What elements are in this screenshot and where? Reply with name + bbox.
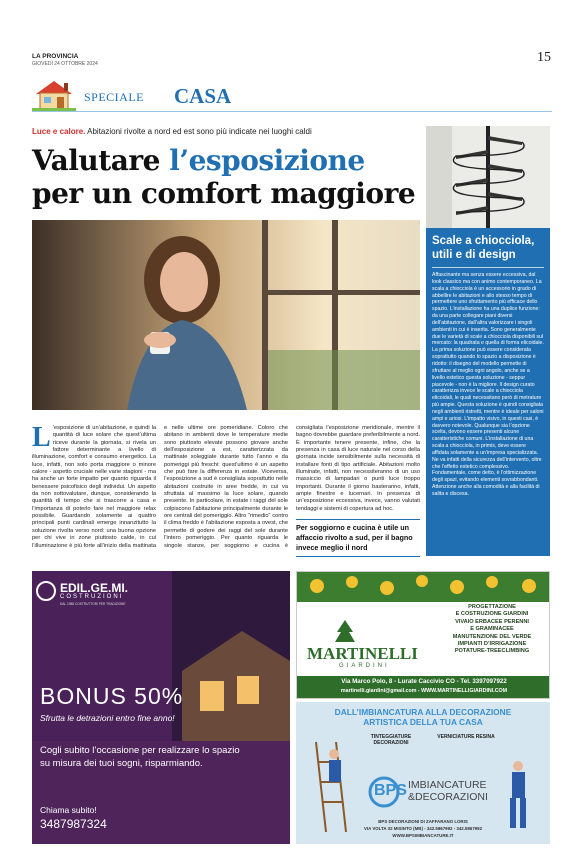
article-text: ’esposizione di un’abitazione, e quindi la quantità di luce solare che quest’ultima riceve durante la giornata, si rivela un fattore determinante a livello di illuminazione, comfort e consumo energetico. La luce, infatti, non solo porta maggiore o minore calore - aspetto cruciale nelle varie stagioni - ma ha anche un forte impatto per quanto riguarda il benessere psicofisico degli individui. Un aspetto da non sottovalutare, dunque, considerando la quantità di tempo che si trascorre a casa e l’importanza di poterlo fare nel maggiore relax possibile. Guardando solamente ai quattro principali punti cardinali emerge innanzitutto la soluzione rivolta verso nord: una buona opzione per chi vive in zone piuttosto calde, in cui l’illuminazione è più forte all’inizio della mattinata e nelle ultime ore pomeridiane. Coloro che abitano in ambienti dove le temperature medie sono piuttosto elevate possono giovare anche dell’esposizione a est, caratterizzata da mattinate soleggiate durante tutto l’anno e da pomeriggi più freschi: quest’ultimo è un aspetto che può fare la differenza in estate. Viceversa, l’esposizione a sud è consigliata soprattutto nelle abitazioni costruite in aree fredde, in cui va sfruttata al massimo la luce solare, quando presente. In particolare, in estate i raggi del sole colpiscono l’abitazione principalmente durante le ore centrali del pomeriggio. Altro “rimedio” contro il clima freddo è l’abitazione esposta a ovest, che permette di godere dei raggi del sole durante l’intero pomeriggio. Per quanto riguarda le singole stanze, per soggiorno e cucina è consigliata l’esposizione meridionale, mentre il bagno dovrebbe guardare preferibilmente a nord. È importante tenere presente, infine, che la presenza in casa di luce naturale nel corso della giornata incide sensibilmente sulla necessità di installare fonti di tipo artificiale. Abitazioni molto illuminate, infatti, non necessiteranno di un uso massiccio di lampadari o punti luce troppo importanti. Durante il giorno basteranno, infatti, ampie finestre e lucernari. In presenza di un’esposizione eccessiva, invece, vanno valutati tendaggi e sistemi di copertura ad hoc. bbox=[32, 425, 420, 549]
headline-accent: l’esposizione bbox=[169, 144, 365, 177]
martinelli-service-5: MANUTENZIONE DEL VERDE bbox=[452, 633, 532, 640]
bps-name-2: &DECORAZIONI bbox=[408, 791, 488, 803]
martinelli-service-3: VIVAIO ERBACEE PERENNI bbox=[455, 618, 529, 625]
house-icon bbox=[32, 78, 76, 112]
page-number: 15 bbox=[537, 50, 551, 65]
martinelli-service-2: E COSTRUZIONE GIARDINI bbox=[455, 611, 529, 618]
sidebar-divider bbox=[432, 267, 544, 268]
martinelli-sub: GIARDINI bbox=[339, 663, 390, 669]
article-body bbox=[32, 422, 420, 557]
issue-date: GIOVEDÌ 24 OTTOBRE 2024 bbox=[32, 60, 98, 67]
section-label: SPECIALE bbox=[84, 90, 145, 104]
martinelli-ad[interactable] bbox=[296, 571, 550, 699]
edil-subtitle: Sfrutta le detrazioni entro fine anno! bbox=[40, 713, 175, 723]
article-photo bbox=[32, 220, 420, 410]
section-name: CASA bbox=[174, 84, 232, 108]
masthead bbox=[32, 53, 98, 67]
martinelli-web[interactable]: martinelli.giardini@gmail.com - WWW.MARTINELLIGIARDINI.COM bbox=[340, 688, 508, 694]
bps-ad[interactable] bbox=[296, 702, 550, 844]
martinelli-service-7: POTATURE-TREECLIMBING bbox=[454, 648, 530, 655]
paper-name: LA PROVINCIA bbox=[32, 53, 79, 60]
edil-pitch: Cogli subito l’occasione per realizzare lo spazio su misura dei tuoi sogni, risparmiando. bbox=[40, 745, 240, 769]
martinelli-service-1: PROGETTAZIONE bbox=[468, 604, 516, 610]
spiral-staircase-photo bbox=[426, 126, 550, 228]
headline bbox=[32, 144, 422, 210]
edil-gemi-ad[interactable] bbox=[32, 571, 290, 844]
edil-phone[interactable]: 3487987324 bbox=[40, 817, 107, 831]
headline-part-1: Valutare bbox=[32, 144, 170, 177]
kicker-text: Abitazioni rivolte a nord ed est sono più indicate nei luoghi caldi bbox=[87, 127, 312, 136]
bps-headline-2: ARTISTICA DELLA TUA CASA bbox=[363, 717, 483, 727]
pull-quote: Per soggiorno e cucina è utile un affaccio rivolto a sud, per il bagno invece meglio il nord bbox=[296, 519, 420, 557]
kicker-lead: Luce e calore. bbox=[32, 127, 86, 136]
edil-tagline: DAL 1988 COSTRUTTORI PER TRADIZIONE bbox=[60, 602, 126, 606]
sidebar-text: Affascinante ma senza essere eccessiva, dal look classico ma con animo contemporaneo. La scala a chiocciola è un accessorio in grado di abbellire le abitazioni e allo stesso tempo di permettere uno sfruttamento più efficace dello spazio. L’installazione ha una duplice funzione: da una parte collegare piani diversi dell’abitazione, dall’altra valorizzare i singoli ambienti in cui è inserita. Sono generalmente due le varietà di scale a chiocciola disponibili sul mercato: la quadrata e quella di forma elicoidale. La prima soluzione può essere considerata soprattutto quando lo spazio a disposizione è ridotto: il disegno del modello permette di sfruttare al meglio ogni angolo, anche se a livello estetico questa soluzione - seppur piacevole - non è la migliore. Il design curato caratterizza invece le scale a chiocciola elicoidali, le quali necessitano però di metrature più ampie. Questa soluzione è quindi consigliata negli ambienti ristretti, mentre è ideale per saloni ampi e ariosi. L’impatto visivo, in questi casi, è davvero notevole. Qualunque sia l’opzione scelta, devono essere presenti alcune caratteristiche comuni. L’installazione di una scala a chiocciola, in primis, deve essere affidata solamente a un’impresa specializzata. Ne va infatti della sicurezza dell’intervento, oltre che l’effetto estetico complessivo. Fondamentale, come detto, è l’ottimizzazione degli spazi, evitando elementi sovrabbondanti. Attenzione anche alla comodità e alla facilità di salita e discesa. bbox=[432, 272, 544, 497]
section-header bbox=[32, 78, 552, 112]
martinelli-address: Via Marco Polo, 8 - Lurate Caccivio CO - Tel. 3397097922 bbox=[341, 678, 507, 685]
edil-brand-sub: COSTRUZIONI bbox=[60, 594, 124, 600]
edil-cta: Chiama subito! bbox=[40, 805, 97, 815]
bps-name-1: IMBIANCATURE bbox=[408, 779, 487, 791]
headline-part-2: per un comfort maggiore bbox=[32, 177, 416, 210]
kicker bbox=[32, 127, 422, 136]
edil-brand: EDIL.GE.MI. bbox=[60, 581, 129, 595]
bps-logo: BPS bbox=[374, 782, 407, 799]
sidebar-title: Scale a chiocciola, utili e di design bbox=[432, 235, 535, 261]
bps-address: VIA VOLTA 32 MISINTO (MB) - 342.5867992 - 342.5867992 bbox=[363, 826, 483, 831]
bps-service-left: TINTEGGIATURE DECORAZIONI bbox=[370, 734, 412, 746]
edil-bonus: BONUS 50% bbox=[40, 683, 184, 709]
bps-web[interactable]: WWW.BPSIMBIANCATURE.IT bbox=[392, 833, 454, 838]
section-divider bbox=[32, 111, 552, 112]
drop-cap: L bbox=[32, 422, 51, 453]
bps-service-right: VERNICIATURE RESINA bbox=[437, 734, 495, 740]
sidebar-box bbox=[426, 126, 550, 556]
martinelli-name: MARTINELLI bbox=[307, 644, 418, 663]
martinelli-service-4: E GRAMINACEE bbox=[470, 626, 514, 633]
bps-owner: BPS DECORAZIONI DI ZAFFARANO LORIS bbox=[378, 819, 468, 824]
martinelli-service-6: IMPIANTI D’IRRIGAZIONE bbox=[457, 641, 527, 648]
bps-headline-1: DALL’IMBIANCATURA ALLA DECORAZIONE bbox=[334, 707, 512, 717]
